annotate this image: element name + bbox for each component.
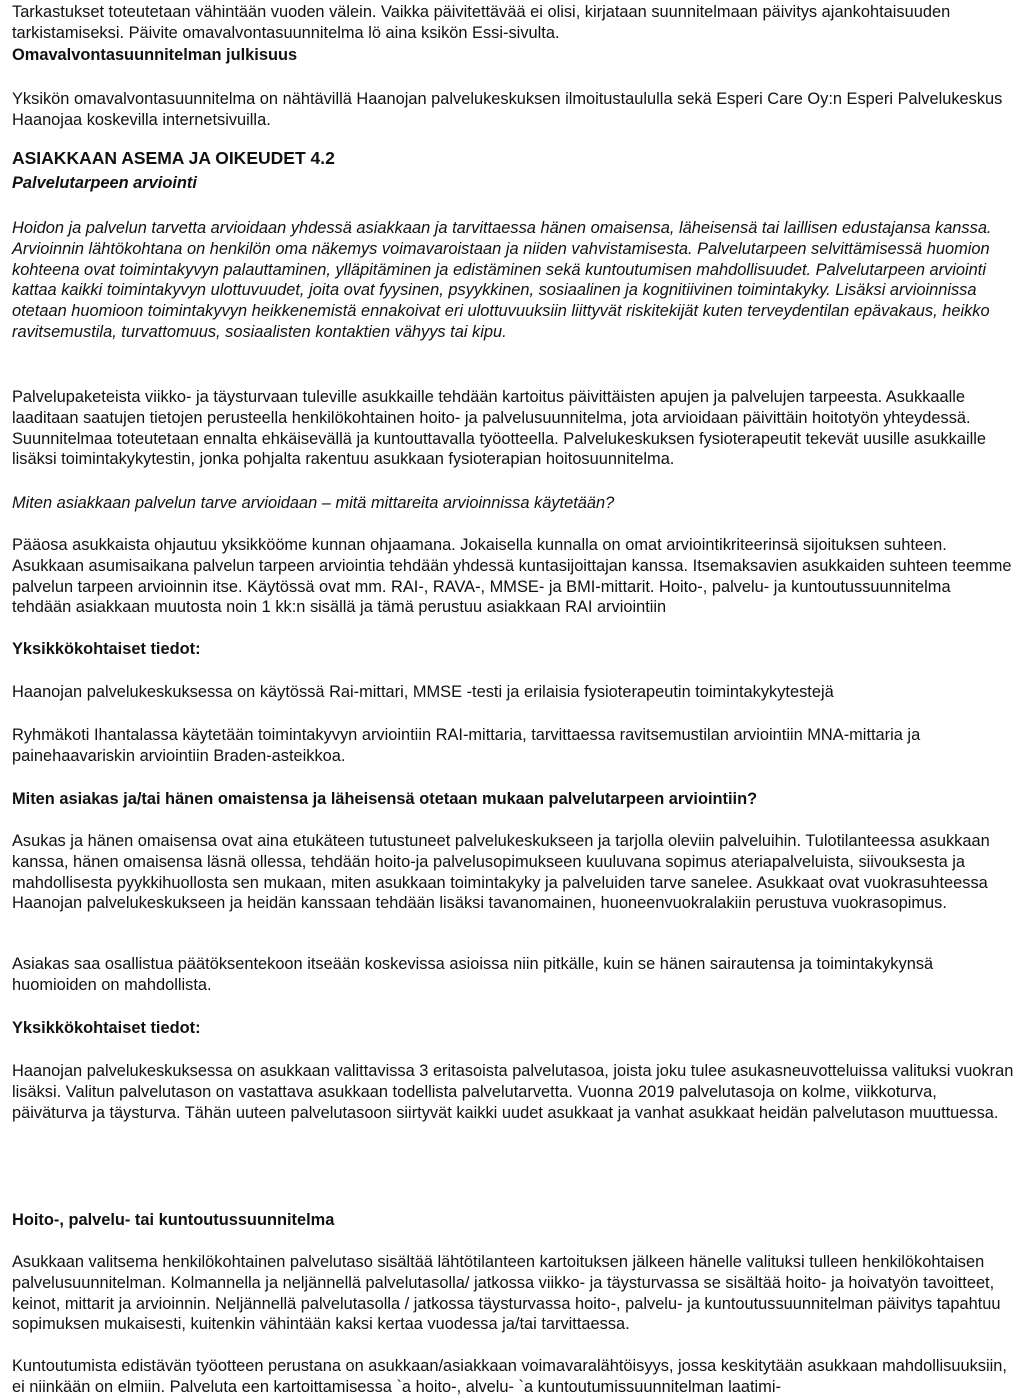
answer-relatives: Asukas ja hänen omaisensa ovat aina etukäteen tutustuneet palvelukeskukseen ja tarjolla oleviin palveluihin. Tulotilanteessa asukkaan kanssa, hänen omaisensa läsnä ollessa, tehdään hoito-ja palvelusopimukseen kuuluvana sopimus ateriapalveluista, siivouksesta ja mahdollisesta pyykkihuollosta sen mukaan, miten asukkaan toimintakyky ja palveluiden tarve sanelee. Asukkaat ovat vuokrasuhteessa Haanojan palvelukeskukseen ja heidän kanssaan tehdään lisäksi tavanomainen, huoneenvuokralakiin perustuva vuokrasopimus. (12, 832, 990, 913)
section-title: ASIAKKAAN ASEMA JA OIKEUDET 4.2 (12, 148, 335, 168)
assessment-paragraph: Hoidon ja palvelun tarvetta arvioidaan yhdessä asiakkaan ja tarvittaessa hänen omaisensa, läheisensä tai laillisen edustajansa kanssa. Arvioinnin lähtökohtana on henkilön oma näkemys voimavaroistaan ja niiden vahvistamisesta. Palvelutarpeen selvittämisessä huomion kohteena ovat toimintakyvyn palauttaminen, ylläpitäminen ja edistäminen sekä kuntoutumisen mahdollisuudet. Palvelutarpeen arviointi kattaa kaikki toimintakyvyn ulottuvuudet, joita ovat fyysinen, psyykkinen, sosiaalinen ja kognitiivinen toimintakyky. Lisäksi arvioinnissa otetaan huomioon toimintakyvyn heikkenemistä ennakoivat eri ulottuvuuksiin liittyvät riskitekijät kuten terveydentilan epävakaus, heikko ravitsemustila, turvattomuus, sosiaalisten kontaktien vähyys tai kipu. (12, 219, 992, 341)
care-plan-paragraph: Asukkaan valitsema henkilökohtainen palvelutaso sisältää lähtötilanteen kartoituksen jälkeen hänelle valituksi tulleen henkilökohtaisen palvelusuunnitelman. Kolmannella ja neljännellä palvelutasolla/ jatkossa viikko- ja täysturvassa se sisältää hoito- ja hoivatyön tavoitteet, keinot, mittarit ja arvioinnin. Neljännellä palvelutasolla / jatkossa täysturvassa hoito-, palvelu- ja kuntoutussuunnitelman päivitys tapahtuu sopimuksen mukaisesti, kuitenkin vähintään kaksi kertaa vuodessa ja/tai tarvittaessa. (12, 1253, 1001, 1334)
question-relatives: Miten asiakas ja/tai hänen omaistensa ja läheisensä otetaan mukaan palvelutarpeen arviointiin? (12, 790, 758, 808)
service-packages-paragraph: Palvelupaketeista viikko- ja täysturvaan tuleville asukkaille tehdään kartoitus päivittäisten apujen ja palvelujen tarpeesta. Asukkaalle laaditaan saatujen tietojen perusteella henkilökohtainen hoito- ja palvelusuunnitelma, jota arvioidaan päivittäin hoitotyön yhteydessä. Suunnitelmaa toteutetaan ennalta ehkäisevällä ja kuntouttavalla työotteella. Palvelukeskuksen fysioterapeutit tekevät uusille asukkaille lisäksi toimintakykytestin, jonka pohjalta rakentuu asukkaan fysioterapian hoitosuunnitelma. (12, 388, 987, 469)
unit-info-haanoja: Haanojan palvelukeskuksessa on käytössä Rai-mittari, MMSE -testi ja erilaisia fysioterapeutin toimintakykytestejä (12, 683, 834, 701)
unit-info-ihantala: Ryhmäkoti Ihantalassa käytetään toimintakyvyn arviointiin RAI-mittaria, tarvittaessa ravitsemustilan arviointiin MNA-mittaria ja painehaavariskin arviointiin Braden-asteikkoa. (12, 726, 921, 765)
publicity-heading: Omavalvontasuunnitelman julkisuus (12, 46, 298, 64)
section-subtitle: Palvelutarpeen arviointi (12, 174, 197, 192)
review-paragraph: Tarkastukset toteutetaan vähintään vuoden välein. Vaikka päivitettävää ei olisi, kirjataan suunnitelmaan päivitys ajankohtaisuuden tarkistamiseksi. Päivite omavalvontasuunnitelma lö aina ksikön Essi-sivulta. (12, 3, 951, 42)
answer-decision-making: Asiakas saa osallistua päätöksentekoon itseään koskevissa asioissa niin pitkälle, kuin se hänen sairautensa ja toimintakykynsä huomioiden on mahdollista. (12, 955, 934, 994)
unit-info-heading-1: Yksikkökohtaiset tiedot: (12, 640, 201, 658)
question-measures: Miten asiakkaan palvelun tarve arvioidaan – mitä mittareita arvioinnissa käytetään? (12, 494, 615, 512)
answer-measures: Pääosa asukkaista ohjautuu yksikkööme kunnan ohjaamana. Jokaisella kunnalla on omat arviointikriteerinsä sijoituksen suhteen. Asukkaan asumisaikana palvelun tarpeen arviointia tehdään yhdessä kuntasijoittajan kanssa. Itsemaksavien asukkaiden suhteen teemme palvelun tarpeen arvioinnin itse. Käytössä ovat mm. RAI-, RAVA-, MMSE- ja BMI-mittarit. Hoito-, palvelu- ja kuntoutussuunnitelma tehdään asiakkaan muutosta noin 1 kk:n sisällä ja tämä perustuu asiakkaan RAI arviointiin (12, 536, 1012, 617)
care-plan-heading: Hoito-, palvelu- tai kuntoutussuunnitelma (12, 1211, 335, 1229)
unit-info-service-levels: Haanojan palvelukeskuksessa on asukkaan valittavissa 3 eritasoista palvelutasoa, joista joku tulee asukasneuvotteluissa valituksi vuokran lisäksi. Valitun palvelutason on vastattava asukkaan todellista palvelutarvetta. Vuonna 2019 palvelutasoja on kolme, viikkoturva, päiväturva ja täysturva. Tähän uuteen palvelutasoon siirtyvät kaikki uudet asukkaat ja vanhat asukkaat heidän palvelutason muuttuessa. (12, 1062, 1014, 1122)
rehabilitation-paragraph: Kuntoutumista edistävän työotteen perustana on asukkaan/asiakkaan voimavaralähtöisyys, jossa keskitytään asukkaan mahdollisuuksiin, ei niinkään on elmiin. Palveluta een kartoittamisessa `a hoito-, alvelu- `a kuntoutumissuunnitelman laatimi- (12, 1357, 1007, 1396)
publicity-paragraph: Yksikön omavalvontasuunnitelma on nähtävillä Haanojan palvelukeskuksen ilmoitustaululla sekä Esperi Care Oy:n Esperi Palvelukeskus Haanojaa koskevilla internetsivuilla. (12, 90, 1003, 129)
unit-info-heading-2: Yksikkökohtaiset tiedot: (12, 1019, 201, 1037)
